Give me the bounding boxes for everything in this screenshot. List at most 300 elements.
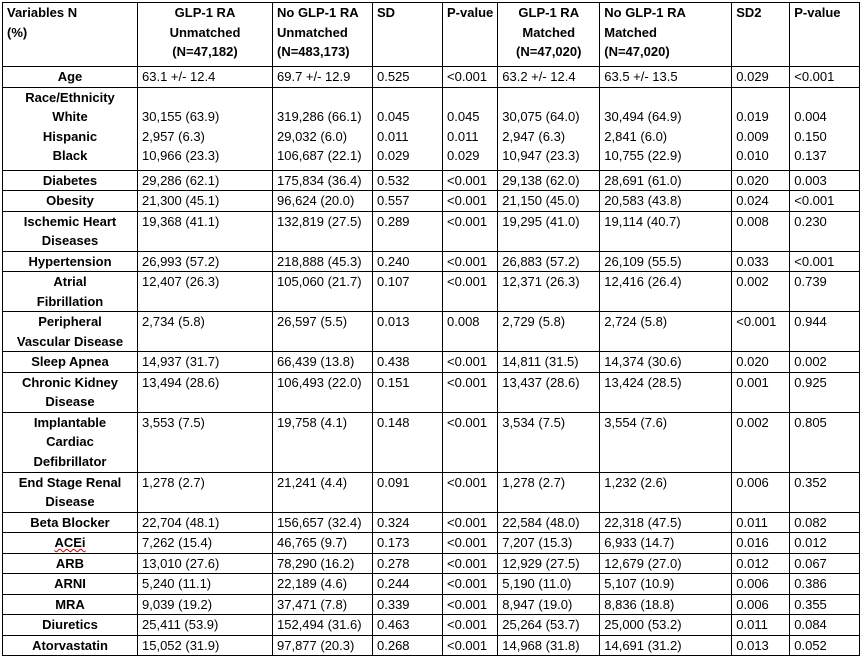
row-label-line: Disease [45,394,95,409]
table-cell-line: 13,494 (28.6) [142,374,220,390]
table-cell [138,615,273,636]
table-cell-line: 156,657 (32.4) [277,514,362,530]
table-cell-line: 0.173 [377,535,410,550]
table-cell-line: 2,841 (6.0) [604,128,668,144]
row-label-line: Diseases [41,233,99,248]
table-cell-line: <0.001 [447,69,488,84]
table-cell-line: 2,947 (6.3) [502,128,566,144]
table-cell [600,533,732,554]
table-cell-line: 218,888 (45.3) [277,253,362,269]
table-cell-line: 29,286 (62.1) [142,172,220,188]
table-cell-line: 0.008 [736,213,769,229]
table-cell [373,312,443,352]
table-cell-line: 14,374 (30.6) [604,354,682,369]
table-cell [373,512,443,533]
row-label-line: Defibrillator [33,453,107,469]
table-cell [790,412,860,472]
table-cell [273,533,373,554]
table-cell-line: 78,290 (16.2) [277,555,355,571]
table-cell [373,574,443,595]
table-cell-line [447,88,493,108]
table-cell-line: 0.091 [377,474,410,490]
table-cell [138,512,273,533]
table-cell [600,553,732,574]
table-cell-line: 0.006 [736,474,769,490]
table-cell-line: 22,189 (4.6) [277,576,348,591]
table-cell-line: <0.001 [447,576,488,591]
column-header-line: (N=47,020) [604,44,670,59]
table-cell-line: 0.944 [794,314,827,329]
row-label-line: Ischemic Heart [23,213,117,229]
table-cell [790,553,860,574]
row-label-line: Hypertension [28,253,112,269]
column-header-1 [138,3,273,67]
table-row [3,251,860,272]
row-label [3,170,138,191]
table-cell-line: 0.925 [794,374,827,390]
table-cell-line: 0.532 [377,172,410,188]
table-cell-line: 10,755 (22.9) [604,148,682,163]
table-cell-line: 0.033 [736,253,769,269]
table-cell [498,472,600,512]
table-row [3,272,860,312]
row-label-line: Cardiac [46,434,94,449]
table-cell-line: 2,724 (5.8) [604,314,668,329]
table-cell [273,372,373,412]
table-cell-line: 26,883 (57.2) [502,253,580,269]
column-header-3 [373,3,443,67]
table-cell-line: <0.001 [736,314,777,329]
table-cell-line: 26,993 (57.2) [142,253,220,269]
table-cell [732,412,790,472]
table-cell-line: 0.002 [736,414,769,430]
row-label-line: ARNI [54,576,86,591]
table-cell-line: 12,371 (26.3) [502,274,580,289]
table-cell [600,191,732,212]
table-cell-line: 0.009 [736,128,769,144]
column-header-line: Matched [604,24,657,40]
column-header-line: GLP-1 RA [518,5,580,20]
column-header-0 [3,3,138,67]
table-cell [600,272,732,312]
row-label [3,312,138,352]
table-cell-line: 1,232 (2.6) [604,474,668,490]
table-cell-line: 8,947 (19.0) [502,596,573,612]
table-cell-line: 14,691 (31.2) [604,637,682,653]
table-cell-line: 0.013 [736,637,769,653]
table-cell [732,512,790,533]
table-cell-line: 0.020 [736,172,769,188]
table-cell-line: 22,704 (48.1) [142,514,220,530]
table-cell-line: 19,368 (41.1) [142,213,220,229]
table-cell-line: 0.525 [377,69,410,84]
table-cell-line [502,88,595,108]
table-cell [732,615,790,636]
table-cell [138,251,273,272]
table-cell [273,352,373,373]
column-header-7 [732,3,790,67]
table-cell [790,211,860,251]
table-cell [790,352,860,373]
table-cell [273,553,373,574]
table-cell-line: <0.001 [447,193,488,208]
table-cell [443,615,498,636]
table-cell [138,272,273,312]
table-cell [732,312,790,352]
row-label [3,594,138,615]
table-cell [443,87,498,170]
table-cell-line: 19,295 (41.0) [502,213,580,229]
column-header-line: Matched [522,24,576,40]
row-label [3,574,138,595]
table-cell [273,67,373,88]
table-row [3,211,860,251]
table-cell-line: 0.008 [447,314,480,329]
table-cell [373,412,443,472]
table-cell-line: 10,947 (23.3) [502,148,580,163]
table-cell-line: 0.324 [377,514,410,530]
table-cell-line: <0.001 [447,514,488,530]
table-cell [790,87,860,170]
table-cell-line: 0.006 [736,596,769,612]
table-cell [498,512,600,533]
table-cell-line: 97,877 (20.3) [277,637,355,653]
table-cell [273,251,373,272]
table-cell-line: 0.805 [794,414,827,430]
table-cell [790,533,860,554]
table-cell [138,170,273,191]
row-label-line: Black [52,148,88,163]
table-cell [138,412,273,472]
table-cell [732,211,790,251]
table-cell [790,512,860,533]
table-cell [498,211,600,251]
table-cell [600,372,732,412]
table-cell [273,615,373,636]
table-cell [273,574,373,595]
row-label [3,87,138,170]
table-cell-line: 0.355 [794,596,827,612]
table-cell [600,472,732,512]
table-cell-line: 2,734 (5.8) [142,314,205,329]
table-cell [443,512,498,533]
table-cell [273,472,373,512]
table-cell-line: 3,554 (7.6) [604,414,668,430]
table-cell [732,87,790,170]
row-label-line: Obesity [46,193,94,208]
table-cell [443,191,498,212]
table-cell [443,352,498,373]
table-cell [373,170,443,191]
table-cell-line: <0.001 [447,172,488,188]
table-cell [373,553,443,574]
table-cell [790,615,860,636]
table-cell-line: 0.011 [377,128,409,144]
table-cell-line: 25,264 (53.7) [502,617,580,632]
table-cell [790,272,860,312]
table-cell-line: <0.001 [794,69,835,84]
table-cell-line: 12,929 (27.5) [502,555,580,571]
table-cell [443,312,498,352]
table-cell-line [604,88,727,108]
column-header-line: No GLP-1 RA [604,5,686,20]
table-cell-line: 0.067 [794,555,827,571]
table-row [3,67,860,88]
table-cell-line: 63.5 +/- 13.5 [604,69,678,84]
table-cell-line: <0.001 [447,637,488,653]
table-cell-line: 28,691 (61.0) [604,172,682,188]
column-header-2 [273,3,373,67]
table-cell-line: 0.352 [794,474,827,490]
table-cell [443,372,498,412]
column-header-line: P-value [794,5,841,20]
table-cell [273,170,373,191]
table-cell-line [142,88,268,108]
table-cell [373,211,443,251]
table-cell-line: 12,416 (26.4) [604,274,682,289]
table-cell-line: <0.001 [447,617,488,632]
table-row [3,372,860,412]
row-label-line: ACEi [54,535,86,550]
column-header-line: SD [377,5,396,20]
table-cell [373,533,443,554]
row-label-line: ARB [55,555,85,571]
row-label-line: Vascular Disease [16,333,124,349]
table-cell-line: <0.001 [447,274,488,289]
table-cell [600,251,732,272]
table-cell-line: 0.289 [377,213,410,229]
table-cell-line: 0.339 [377,596,410,612]
table-cell-line: 0.082 [794,514,827,530]
table-cell-line: 21,150 (45.0) [502,193,580,208]
table-row [3,615,860,636]
table-cell [790,372,860,412]
table-cell [498,553,600,574]
table-cell [600,635,732,656]
table-header [3,3,860,67]
row-label-line: Implantable [33,414,107,430]
table-cell [732,251,790,272]
table-cell [732,372,790,412]
table-cell-line [736,88,785,108]
table-cell-line: 3,553 (7.5) [142,414,205,430]
row-label [3,472,138,512]
row-label-line: Hispanic [42,128,98,144]
table-cell [732,574,790,595]
table-cell [498,574,600,595]
table-cell [790,312,860,352]
table-cell-line: 0.004 [794,109,827,124]
table-cell-line: 0.002 [794,354,827,369]
table-cell [138,553,273,574]
table-cell-line: 5,240 (11.1) [142,576,212,591]
table-cell-line: <0.001 [447,555,488,571]
table-cell [498,170,600,191]
table-row [3,412,860,472]
table-cell [498,635,600,656]
table-cell-line: <0.001 [794,253,835,269]
table-cell-line: 22,584 (48.0) [502,514,580,530]
table-cell-line: 12,679 (27.0) [604,555,682,571]
row-label-line: MRA [55,596,85,612]
table-cell-line: 63.1 +/- 12.4 [142,69,216,84]
table-cell-line: 0.438 [377,354,410,369]
table-cell-line: 22,318 (47.5) [604,514,682,530]
table-cell [498,251,600,272]
table-cell [443,272,498,312]
table-row [3,352,860,373]
table-cell [373,615,443,636]
table-cell-line: 0.020 [736,354,769,369]
table-row [3,472,860,512]
table-row [3,191,860,212]
table-cell [732,553,790,574]
row-label [3,191,138,212]
table-cell-line: 0.240 [377,253,410,269]
table-cell-line: 0.001 [736,374,769,390]
table-cell [138,352,273,373]
table-cell [732,635,790,656]
table-cell-line: 8,836 (18.8) [604,596,675,612]
table-cell [600,594,732,615]
header-row [3,3,860,67]
table-cell-line: 96,624 (20.0) [277,193,355,208]
table-cell [373,67,443,88]
table-cell-line: 0.386 [794,576,827,591]
table-cell-line: 15,052 (31.9) [142,637,220,653]
table-cell [732,67,790,88]
table-cell [790,170,860,191]
table-cell-line: 19,758 (4.1) [277,414,348,430]
baseline-characteristics-table [2,2,860,656]
table-cell-line: 2,729 (5.8) [502,314,566,329]
row-label-line: Diabetes [42,172,98,188]
table-cell-line: 19,114 (40.7) [604,213,681,229]
table-cell-line: <0.001 [447,354,488,369]
column-header-4 [443,3,498,67]
table-cell [600,170,732,191]
table-cell [373,472,443,512]
table-cell-line: 0.107 [377,274,410,289]
table-body [3,67,860,656]
table-cell-line: <0.001 [447,474,488,490]
table-cell-line: 0.029 [377,148,410,163]
table-cell-line: 319,286 (66.1) [277,109,362,124]
table-cell [732,170,790,191]
row-label [3,553,138,574]
table-cell [498,594,600,615]
table-cell [498,412,600,472]
table-cell-line: 0.012 [794,535,827,550]
table-cell-line: 29,138 (62.0) [502,172,580,188]
table-cell [600,87,732,170]
table-cell [600,312,732,352]
table-cell-line: 13,010 (27.6) [142,555,220,571]
table-cell [498,272,600,312]
table-cell [790,251,860,272]
table-cell [498,352,600,373]
table-row [3,574,860,595]
table-cell-line: 2,957 (6.3) [142,128,205,144]
table-cell-line: 21,241 (4.4) [277,474,348,490]
table-cell [732,533,790,554]
table-cell-line: 26,109 (55.5) [604,253,682,269]
table-cell-line: 0.137 [794,148,827,163]
row-label-line: Atorvastatin [32,637,108,653]
table-cell [138,191,273,212]
table-cell-line: 0.006 [736,576,769,591]
table-cell-line: 105,060 (21.7) [277,274,362,289]
table-cell [443,533,498,554]
table-cell [790,67,860,88]
table-cell [790,594,860,615]
row-label [3,372,138,412]
table-cell [273,635,373,656]
column-header-line: SD2 [736,5,762,20]
table-cell [732,472,790,512]
row-label [3,352,138,373]
row-label [3,533,138,554]
column-header-line: P-value [447,5,494,20]
row-label [3,512,138,533]
table-cell-line: <0.001 [794,193,835,208]
table-cell-line: 14,811 (31.5) [502,354,579,369]
table-cell-line: <0.001 [447,213,488,229]
column-header-line: Unmatched [169,24,241,40]
table-cell [600,67,732,88]
table-cell [600,352,732,373]
table-cell-line: <0.001 [447,253,488,269]
table-cell [373,251,443,272]
column-header-5 [498,3,600,67]
table-cell-line: 0.003 [794,172,827,188]
table-cell [443,412,498,472]
row-label [3,412,138,472]
table-cell-line: 9,039 (19.2) [142,596,213,612]
table-row [3,312,860,352]
column-header-line: (%) [7,24,28,40]
table-cell [600,412,732,472]
column-header-line: (N=47,020) [516,44,582,59]
table-cell-line: 106,687 (22.1) [277,148,362,163]
table-cell [443,635,498,656]
table-cell-line: 0.278 [377,555,410,571]
table-cell-line: 0.244 [377,576,410,591]
table-cell-line: 37,471 (7.8) [277,596,348,612]
table-cell-line: 132,819 (27.5) [277,213,362,229]
table-cell [790,635,860,656]
row-label-line: White [52,109,88,124]
table-cell-line: 0.016 [736,535,769,550]
table-cell-line: 10,966 (23.3) [142,148,220,163]
table-cell [790,472,860,512]
table-cell [443,251,498,272]
table-cell [373,272,443,312]
table-cell [273,594,373,615]
table-cell-line: 12,407 (26.3) [142,274,220,289]
table-cell-line [377,88,438,108]
table-cell-line: 0.012 [736,555,769,571]
table-cell-line: 14,937 (31.7) [142,354,220,369]
table-cell [138,211,273,251]
table-cell-line: 30,155 (63.9) [142,109,220,124]
table-cell-line: 5,190 (11.0) [502,576,572,591]
table-cell-line: 106,493 (22.0) [277,374,362,390]
table-cell [443,170,498,191]
table-cell [373,594,443,615]
table-cell-line: <0.001 [447,535,488,550]
table-cell-line: 5,107 (10.9) [604,576,675,591]
